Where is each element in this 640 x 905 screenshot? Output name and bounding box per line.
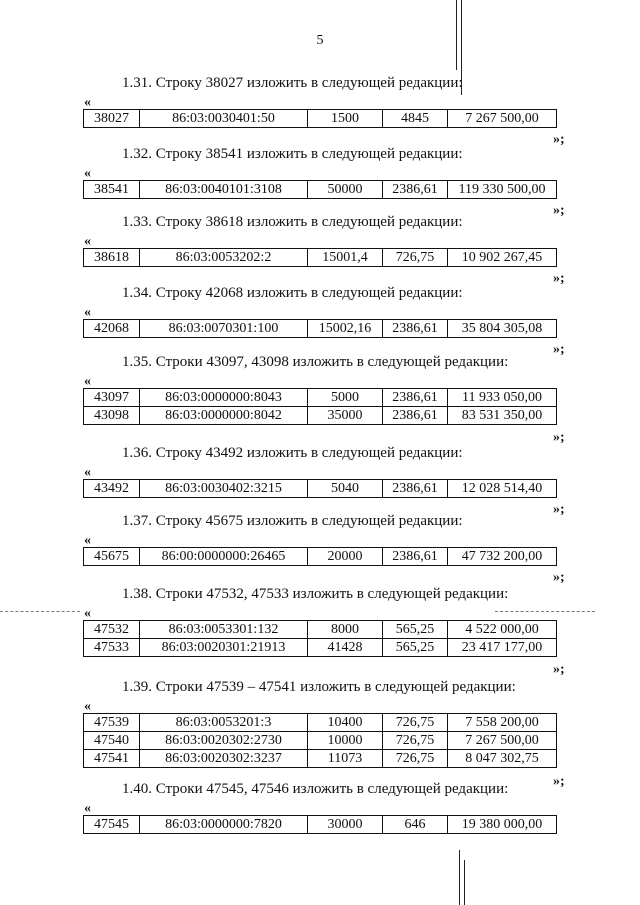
opening-quote: «	[84, 801, 91, 816]
table-cell: 47539	[84, 714, 140, 732]
opening-quote: «	[84, 533, 91, 548]
table-cell: 83 531 350,00	[448, 407, 557, 425]
table-cell: 2386,61	[383, 181, 448, 199]
closing-quote: »;	[553, 342, 565, 357]
table-cell: 2386,61	[383, 480, 448, 498]
table-cell: 86:03:0020302:3237	[140, 750, 308, 768]
table-cell: 86:03:0053301:132	[140, 621, 308, 639]
scan-line-top	[456, 0, 457, 70]
table-cell: 86:00:0000000:26465	[140, 548, 308, 566]
table-cell: 8000	[308, 621, 383, 639]
closing-quote: »;	[553, 203, 565, 218]
table-cell: 86:03:0000000:8042	[140, 407, 308, 425]
table-cell: 86:03:0040101:3108	[140, 181, 308, 199]
table-cell: 7 558 200,00	[448, 714, 557, 732]
record-table	[83, 713, 557, 768]
closing-quote: »;	[553, 502, 565, 517]
table-cell: 86:03:0053201:3	[140, 714, 308, 732]
table-cell: 15001,4	[308, 249, 383, 267]
table-row	[84, 249, 557, 267]
table-cell: 726,75	[383, 732, 448, 750]
record-table	[83, 248, 557, 267]
opening-quote: «	[84, 465, 91, 480]
closing-quote: »;	[553, 774, 565, 789]
table-cell: 86:03:0030402:3215	[140, 480, 308, 498]
table-cell: 47 732 200,00	[448, 548, 557, 566]
opening-quote: «	[84, 166, 91, 181]
record-table	[83, 815, 557, 834]
table-cell: 11 933 050,00	[448, 389, 557, 407]
table-cell: 50000	[308, 181, 383, 199]
table-cell: 38618	[84, 249, 140, 267]
section-heading: 1.39. Строки 47539 – 47541 изложить в следующей редакции:	[122, 679, 516, 695]
table-cell: 30000	[308, 816, 383, 834]
table-row	[84, 389, 557, 407]
section-heading: 1.37. Строку 45675 изложить в следующей редакции:	[122, 513, 463, 529]
table-cell: 43098	[84, 407, 140, 425]
table-cell: 5040	[308, 480, 383, 498]
table-cell: 86:03:0070301:100	[140, 320, 308, 338]
record-table	[83, 109, 557, 128]
record-table	[83, 319, 557, 338]
scan-line-bottom-2	[464, 860, 465, 905]
table-row	[84, 407, 557, 425]
table-cell: 86:03:0020301:21913	[140, 639, 308, 657]
table-cell: 10400	[308, 714, 383, 732]
table-row	[84, 621, 557, 639]
record-table	[83, 388, 557, 425]
table-cell: 20000	[308, 548, 383, 566]
closing-quote: »;	[553, 570, 565, 585]
table-cell: 15002,16	[308, 320, 383, 338]
opening-quote: «	[84, 95, 91, 110]
table-cell: 2386,61	[383, 320, 448, 338]
table-cell: 726,75	[383, 249, 448, 267]
table-cell: 43097	[84, 389, 140, 407]
section-heading: 1.31. Строку 38027 изложить в следующей редакции:	[122, 75, 463, 91]
record-table	[83, 620, 557, 657]
record-table	[83, 547, 557, 566]
table-cell: 42068	[84, 320, 140, 338]
table-cell: 47541	[84, 750, 140, 768]
section-heading: 1.38. Строки 47532, 47533 изложить в следующей редакции:	[122, 586, 509, 602]
closing-quote: »;	[553, 132, 565, 147]
table-cell: 38541	[84, 181, 140, 199]
table-cell: 12 028 514,40	[448, 480, 557, 498]
table-cell: 35 804 305,08	[448, 320, 557, 338]
table-cell: 726,75	[383, 750, 448, 768]
table-cell: 86:03:0030401:50	[140, 110, 308, 128]
table-row	[84, 320, 557, 338]
table-cell: 7 267 500,00	[448, 110, 557, 128]
table-cell: 47540	[84, 732, 140, 750]
table-row	[84, 548, 557, 566]
opening-quote: «	[84, 374, 91, 389]
table-cell: 2386,61	[383, 407, 448, 425]
table-row	[84, 732, 557, 750]
table-cell: 47532	[84, 621, 140, 639]
page-number: 5	[316, 33, 324, 48]
table-cell: 1500	[308, 110, 383, 128]
table-cell: 565,25	[383, 621, 448, 639]
table-cell: 86:03:0000000:8043	[140, 389, 308, 407]
scan-dashes-left	[0, 611, 80, 613]
table-cell: 23 417 177,00	[448, 639, 557, 657]
table-cell: 119 330 500,00	[448, 181, 557, 199]
table-cell: 2386,61	[383, 548, 448, 566]
section-heading: 1.40. Строки 47545, 47546 изложить в следующей редакции:	[122, 781, 509, 797]
table-cell: 7 267 500,00	[448, 732, 557, 750]
table-cell: 646	[383, 816, 448, 834]
table-cell: 38027	[84, 110, 140, 128]
scan-line-bottom	[459, 850, 460, 905]
table-cell: 4 522 000,00	[448, 621, 557, 639]
table-cell: 5000	[308, 389, 383, 407]
table-cell: 86:03:0000000:7820	[140, 816, 308, 834]
table-cell: 35000	[308, 407, 383, 425]
table-cell: 10 902 267,45	[448, 249, 557, 267]
section-heading: 1.34. Строку 42068 изложить в следующей редакции:	[122, 285, 463, 301]
record-table	[83, 180, 557, 199]
table-cell: 45675	[84, 548, 140, 566]
table-row	[84, 480, 557, 498]
table-cell: 86:03:0020302:2730	[140, 732, 308, 750]
table-cell: 10000	[308, 732, 383, 750]
table-row	[84, 816, 557, 834]
table-row	[84, 181, 557, 199]
table-cell: 41428	[308, 639, 383, 657]
table-cell: 86:03:0053202:2	[140, 249, 308, 267]
section-heading: 1.35. Строки 43097, 43098 изложить в следующей редакции:	[122, 354, 509, 370]
section-heading: 1.32. Строку 38541 изложить в следующей редакции:	[122, 146, 463, 162]
table-cell: 4845	[383, 110, 448, 128]
table-row	[84, 714, 557, 732]
scan-dashes-right	[495, 611, 595, 613]
section-heading: 1.33. Строку 38618 изложить в следующей редакции:	[122, 214, 463, 230]
table-cell: 565,25	[383, 639, 448, 657]
table-cell: 8 047 302,75	[448, 750, 557, 768]
table-row	[84, 750, 557, 768]
table-cell: 11073	[308, 750, 383, 768]
opening-quote: «	[84, 234, 91, 249]
opening-quote: «	[84, 606, 91, 621]
table-cell: 19 380 000,00	[448, 816, 557, 834]
record-table	[83, 479, 557, 498]
opening-quote: «	[84, 699, 91, 714]
opening-quote: «	[84, 305, 91, 320]
table-cell: 2386,61	[383, 389, 448, 407]
closing-quote: »;	[553, 662, 565, 677]
table-row	[84, 110, 557, 128]
section-heading: 1.36. Строку 43492 изложить в следующей редакции:	[122, 445, 463, 461]
table-row	[84, 639, 557, 657]
table-cell: 43492	[84, 480, 140, 498]
table-cell: 726,75	[383, 714, 448, 732]
table-cell: 47533	[84, 639, 140, 657]
closing-quote: »;	[553, 430, 565, 445]
table-cell: 47545	[84, 816, 140, 834]
closing-quote: »;	[553, 271, 565, 286]
